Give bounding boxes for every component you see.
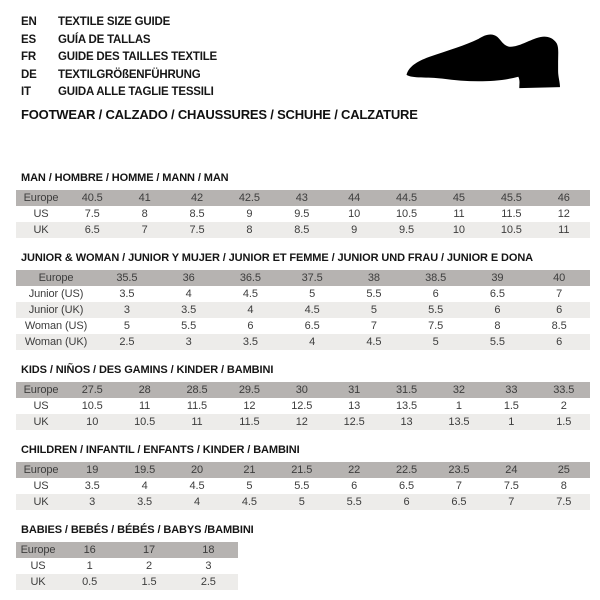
- size-cell: 0.5: [60, 574, 119, 590]
- size-cell: 5: [281, 286, 343, 302]
- table-row: [16, 414, 590, 430]
- header: [21, 14, 217, 102]
- size-table: [16, 382, 590, 430]
- row-label: US: [16, 478, 66, 494]
- size-cell: 7: [485, 494, 537, 510]
- size-table: [16, 270, 590, 350]
- size-cell: 24: [485, 462, 537, 478]
- row-label: Europe: [16, 462, 66, 478]
- row-label: Junior (UK): [16, 302, 96, 318]
- size-cell: 8: [467, 318, 529, 334]
- size-cell: 6: [220, 318, 282, 334]
- language-line: [21, 49, 217, 67]
- size-cell: 4.5: [171, 478, 223, 494]
- size-cell: 5.5: [405, 302, 467, 318]
- language-title: GUIDE DES TAILLES TEXTILE: [58, 51, 217, 63]
- size-cell: 12: [276, 414, 328, 430]
- size-cell: 19.5: [118, 462, 170, 478]
- size-cell: 6: [380, 494, 432, 510]
- size-cell: 5.5: [276, 478, 328, 494]
- size-cell: 10: [328, 206, 380, 222]
- size-cell: 27.5: [66, 382, 118, 398]
- size-cell: 7.5: [485, 478, 537, 494]
- size-cell: 5.5: [343, 286, 405, 302]
- size-cell: 31: [328, 382, 380, 398]
- size-cell: 6: [405, 286, 467, 302]
- size-cell: 22: [328, 462, 380, 478]
- section-title: BABIES / BEBÉS / BÉBÉS / BABYS /BAMBINI: [21, 524, 254, 536]
- section-title: CHILDREN / INFANTIL / ENFANTS / KINDER / BAMBINI: [21, 444, 300, 456]
- size-table: [16, 190, 590, 238]
- language-line: [21, 32, 217, 50]
- size-cell: 6: [528, 302, 590, 318]
- size-cell: 3: [96, 302, 158, 318]
- size-cell: 12.5: [276, 398, 328, 414]
- size-cell: 45.5: [485, 190, 537, 206]
- size-cell: 7: [528, 286, 590, 302]
- language-code: FR: [21, 51, 36, 63]
- size-cell: 3.5: [220, 334, 282, 350]
- row-label: Europe: [16, 382, 66, 398]
- size-cell: 23.5: [433, 462, 485, 478]
- size-cell: 1: [60, 558, 119, 574]
- table-row: [16, 286, 590, 302]
- size-cell: 13: [380, 414, 432, 430]
- language-title: TEXTILE SIZE GUIDE: [58, 16, 171, 28]
- size-cell: 10: [66, 414, 118, 430]
- row-label: UK: [16, 222, 66, 238]
- size-cell: 5.5: [467, 334, 529, 350]
- size-cell: 5: [223, 478, 275, 494]
- size-cell: 3: [158, 334, 220, 350]
- size-cell: 35.5: [96, 270, 158, 286]
- size-cell: 18: [179, 542, 238, 558]
- row-label: Woman (UK): [16, 334, 96, 350]
- size-cell: 12: [538, 206, 590, 222]
- row-label: Europe: [16, 542, 60, 558]
- row-label: Woman (US): [16, 318, 96, 334]
- size-cell: 29.5: [223, 382, 275, 398]
- size-cell: 6.5: [433, 494, 485, 510]
- size-cell: 3.5: [158, 302, 220, 318]
- size-cell: 10.5: [118, 414, 170, 430]
- shoe-icon: [392, 18, 584, 108]
- size-cell: 9: [223, 206, 275, 222]
- row-label: US: [16, 398, 66, 414]
- size-cell: 41: [118, 190, 170, 206]
- size-cell: 5: [405, 334, 467, 350]
- size-cell: 5: [276, 494, 328, 510]
- language-line: [21, 67, 217, 85]
- size-cell: 10.5: [66, 398, 118, 414]
- size-cell: 13.5: [433, 414, 485, 430]
- section-title: KIDS / NIÑOS / DES GAMINS / KINDER / BAMBINI: [21, 364, 274, 376]
- size-cell: 6: [467, 302, 529, 318]
- size-cell: 6.5: [467, 286, 529, 302]
- size-cell: 22.5: [380, 462, 432, 478]
- size-cell: 32: [433, 382, 485, 398]
- table-row: [16, 382, 590, 398]
- table-row: [16, 270, 590, 286]
- size-cell: 40.5: [66, 190, 118, 206]
- language-title: GUÍA DE TALLAS: [58, 33, 151, 46]
- table-row: [16, 494, 590, 510]
- size-cell: 5.5: [328, 494, 380, 510]
- size-cell: 37.5: [281, 270, 343, 286]
- table-row: [16, 318, 590, 334]
- size-cell: 4.5: [220, 286, 282, 302]
- table-row: [16, 334, 590, 350]
- size-cell: 21.5: [276, 462, 328, 478]
- size-cell: 43: [276, 190, 328, 206]
- row-label: Junior (US): [16, 286, 96, 302]
- size-cell: 6: [328, 478, 380, 494]
- size-cell: 8: [118, 206, 170, 222]
- size-cell: 4: [220, 302, 282, 318]
- size-cell: 33.5: [538, 382, 590, 398]
- size-table: [16, 542, 238, 590]
- size-cell: 2.5: [96, 334, 158, 350]
- size-cell: 17: [119, 542, 178, 558]
- size-cell: 21: [223, 462, 275, 478]
- size-cell: 28: [118, 382, 170, 398]
- size-cell: 39: [467, 270, 529, 286]
- size-section: [16, 524, 590, 590]
- table-row: [16, 222, 590, 238]
- table-row: [16, 542, 238, 558]
- size-cell: 33: [485, 382, 537, 398]
- size-cell: 38.5: [405, 270, 467, 286]
- size-table: [16, 462, 590, 510]
- size-cell: 36: [158, 270, 220, 286]
- size-cell: 1.5: [538, 414, 590, 430]
- size-cell: 10.5: [380, 206, 432, 222]
- size-cell: 1: [433, 398, 485, 414]
- size-cell: 8.5: [276, 222, 328, 238]
- size-cell: 11: [538, 222, 590, 238]
- size-cell: 10.5: [485, 222, 537, 238]
- size-cell: 6.5: [281, 318, 343, 334]
- size-cell: 3.5: [66, 478, 118, 494]
- size-cell: 1.5: [119, 574, 178, 590]
- size-cell: 8: [538, 478, 590, 494]
- size-cell: 25: [538, 462, 590, 478]
- size-cell: 45: [433, 190, 485, 206]
- size-cell: 11.5: [223, 414, 275, 430]
- size-cell: 30: [276, 382, 328, 398]
- size-cell: 1.5: [485, 398, 537, 414]
- table-row: [16, 558, 238, 574]
- size-cell: 40: [528, 270, 590, 286]
- size-cell: 8.5: [528, 318, 590, 334]
- size-cell: 44: [328, 190, 380, 206]
- table-row: [16, 574, 238, 590]
- size-cell: 7.5: [66, 206, 118, 222]
- table-row: [16, 302, 590, 318]
- size-cell: 11: [171, 414, 223, 430]
- language-list: [21, 14, 217, 102]
- size-cell: 7.5: [171, 222, 223, 238]
- size-tables: [16, 172, 590, 590]
- size-cell: 3: [179, 558, 238, 574]
- size-cell: 4: [118, 478, 170, 494]
- size-cell: 4.5: [281, 302, 343, 318]
- row-label: UK: [16, 414, 66, 430]
- size-cell: 9: [328, 222, 380, 238]
- size-cell: 1: [485, 414, 537, 430]
- size-cell: 5: [343, 302, 405, 318]
- language-code: ES: [21, 33, 36, 46]
- category-title: FOOTWEAR / CALZADO / CHAUSSURES / SCHUHE / CALZATURE: [21, 107, 418, 122]
- size-cell: 5: [96, 318, 158, 334]
- size-cell: 6.5: [66, 222, 118, 238]
- size-cell: 38: [343, 270, 405, 286]
- size-cell: 46: [538, 190, 590, 206]
- row-label: Europe: [16, 190, 66, 206]
- table-row: [16, 206, 590, 222]
- size-cell: 11.5: [171, 398, 223, 414]
- size-cell: 6.5: [380, 478, 432, 494]
- size-cell: 3: [66, 494, 118, 510]
- row-label: UK: [16, 494, 66, 510]
- table-row: [16, 462, 590, 478]
- size-cell: 2: [119, 558, 178, 574]
- size-cell: 4.5: [343, 334, 405, 350]
- size-cell: 11.5: [485, 206, 537, 222]
- language-title: TEXTILGRÖßENFÜHRUNG: [58, 68, 201, 81]
- size-cell: 4: [171, 494, 223, 510]
- size-cell: 44.5: [380, 190, 432, 206]
- size-cell: 6: [528, 334, 590, 350]
- table-row: [16, 398, 590, 414]
- size-cell: 4: [158, 286, 220, 302]
- size-cell: 2: [538, 398, 590, 414]
- size-cell: 2.5: [179, 574, 238, 590]
- size-section: [16, 444, 590, 510]
- size-cell: 13: [328, 398, 380, 414]
- size-cell: 9.5: [276, 206, 328, 222]
- table-row: [16, 478, 590, 494]
- row-label: US: [16, 558, 60, 574]
- size-cell: 42.5: [223, 190, 275, 206]
- size-cell: 7.5: [538, 494, 590, 510]
- size-cell: 11: [433, 206, 485, 222]
- size-cell: 13.5: [380, 398, 432, 414]
- size-cell: 7: [433, 478, 485, 494]
- size-cell: 4.5: [223, 494, 275, 510]
- language-code: DE: [21, 68, 37, 81]
- size-cell: 12: [223, 398, 275, 414]
- size-cell: 20: [171, 462, 223, 478]
- size-cell: 31.5: [380, 382, 432, 398]
- size-section: [16, 364, 590, 430]
- size-cell: 28.5: [171, 382, 223, 398]
- size-cell: 36.5: [220, 270, 282, 286]
- size-cell: 7: [118, 222, 170, 238]
- size-cell: 11: [118, 398, 170, 414]
- size-cell: 3.5: [96, 286, 158, 302]
- section-title: JUNIOR & WOMAN / JUNIOR Y MUJER / JUNIOR ET FEMME / JUNIOR UND FRAU / JUNIOR E DONA: [21, 252, 534, 264]
- table-row: [16, 190, 590, 206]
- size-cell: 8: [223, 222, 275, 238]
- row-label: US: [16, 206, 66, 222]
- section-title: MAN / HOMBRE / HOMME / MANN / MAN: [21, 172, 229, 184]
- size-section: [16, 252, 590, 350]
- size-cell: 16: [60, 542, 119, 558]
- size-cell: 7.5: [405, 318, 467, 334]
- size-cell: 7: [343, 318, 405, 334]
- language-line: [21, 84, 217, 102]
- size-cell: 9.5: [380, 222, 432, 238]
- language-code: IT: [21, 86, 31, 98]
- row-label: Europe: [16, 270, 96, 286]
- size-cell: 8.5: [171, 206, 223, 222]
- size-cell: 10: [433, 222, 485, 238]
- size-section: [16, 172, 590, 238]
- size-cell: 5.5: [158, 318, 220, 334]
- size-cell: 4: [281, 334, 343, 350]
- row-label: UK: [16, 574, 60, 590]
- size-cell: 12.5: [328, 414, 380, 430]
- size-cell: 19: [66, 462, 118, 478]
- size-cell: 3.5: [118, 494, 170, 510]
- language-code: EN: [21, 16, 37, 28]
- language-line: [21, 14, 217, 32]
- language-title: GUIDA ALLE TAGLIE TESSILI: [58, 86, 214, 98]
- size-cell: 42: [171, 190, 223, 206]
